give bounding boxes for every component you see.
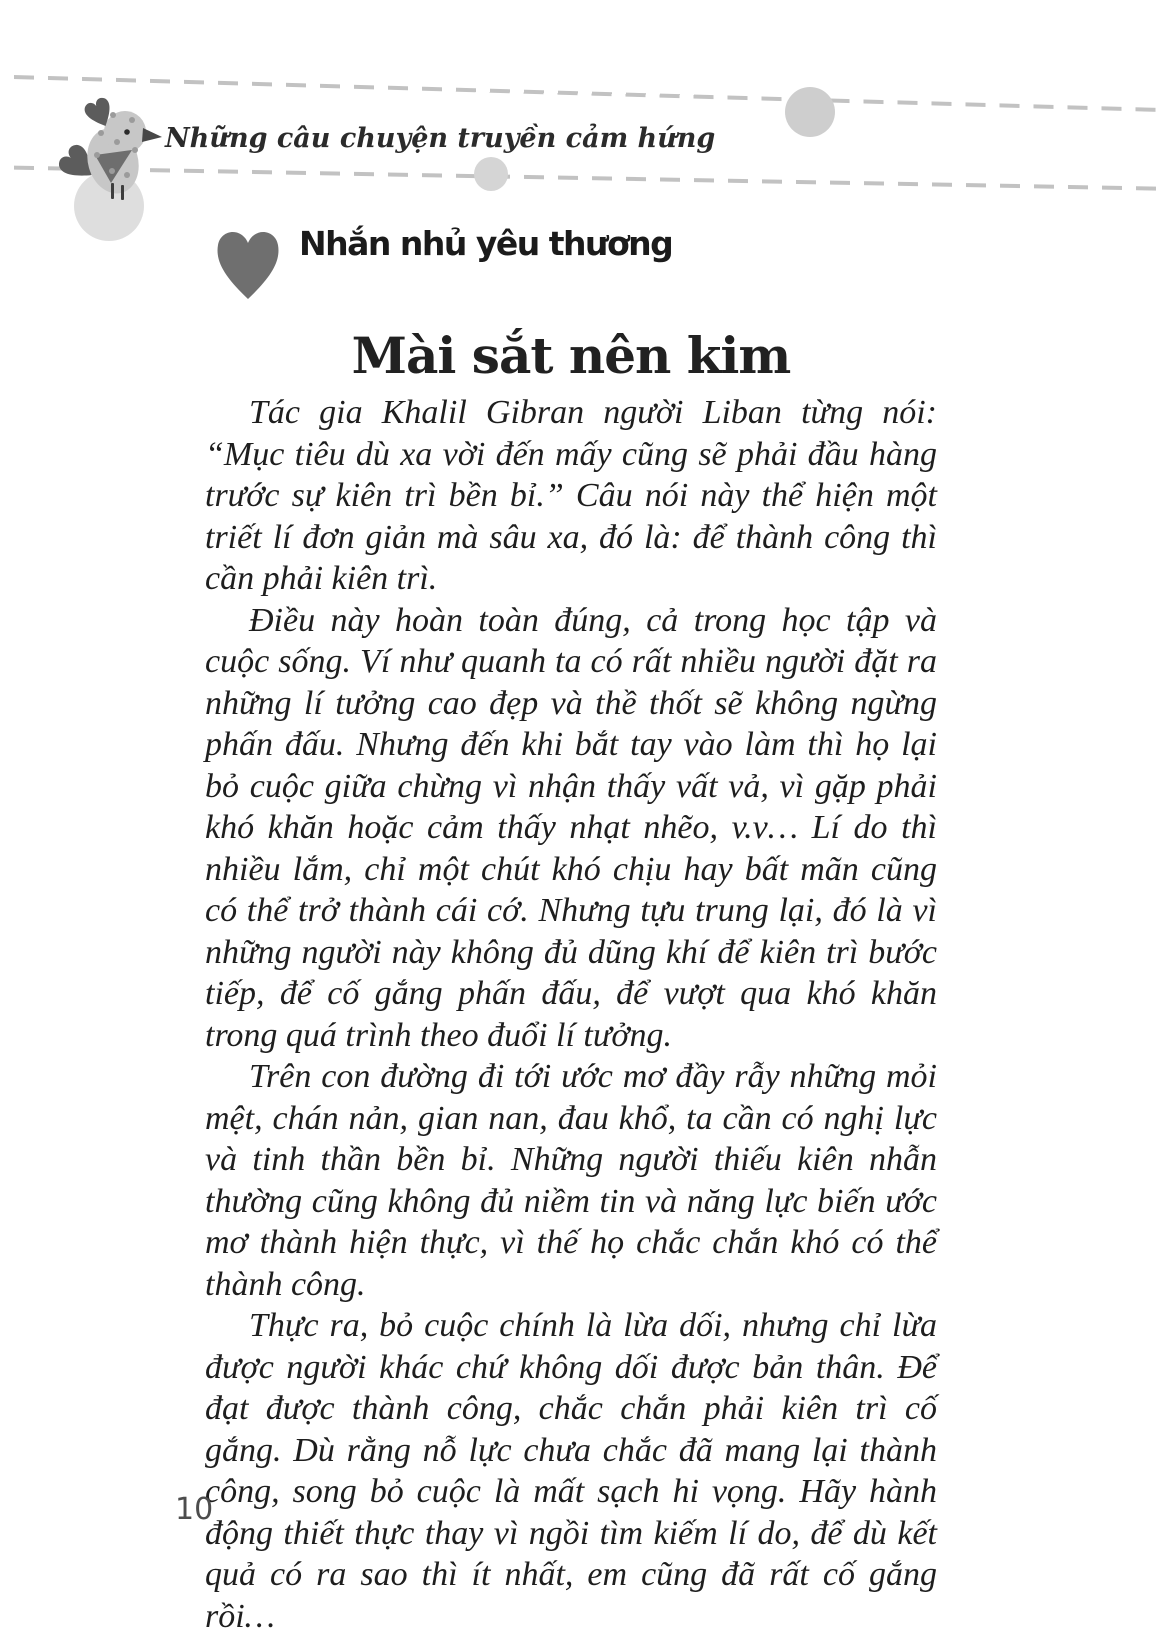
article-body (205, 392, 937, 1637)
article-paragraph: Tác gia Khalil Gibran người Liban từng nói: “Mục tiêu dù xa vời đến mấy cũng sẽ phải đầu hàng trước sự kiên trì bền bỉ.” Câu nói này thể hiện một triết lí đơn giản mà sâu xa, đó là: để thành công thì cần phải kiên trì. (205, 394, 937, 597)
article-paragraph: Thực ra, bỏ cuộc chính là lừa dối, nhưng chỉ lừa được người khác chứ không dối được bản thân. Để đạt được thành công, chắc chắn phải kiên trì cố gắng. Dù rằng nỗ lực chưa chắc đã mang lại thành công, song bỏ cuộc là mất sạch hi vọng. Hãy hành động thiết thực thay vì ngồi tìm kiếm lí do, để dù kết quả có ra sao thì ít nhất, em cũng đã rất cố gắng rồi… (205, 1307, 937, 1635)
page-number: 10 (175, 1492, 214, 1527)
bird-icon (55, 95, 205, 255)
article-paragraph: Trên con đường đi tới ước mơ đầy rẫy những mỏi mệt, chán nản, gian nan, đau khổ, ta cần có nghị lực và tinh thần bền bỉ. Những người thiếu kiên nhẫn thường cũng không đủ niềm tin và năng lực biến ước mơ thành hiện thực, vì thế họ chắc chắn khó có thể thành công. (205, 1058, 937, 1303)
article-paragraph: Điều này hoàn toàn đúng, cả trong học tập và cuộc sống. Ví như quanh ta có rất nhiều người đặt ra những lí tưởng cao đẹp và thề thốt sẽ không ngừng phấn đấu. Nhưng đến khi bắt tay vào làm thì họ lại bỏ cuộc giữa chừng vì nhận thấy vất vả, vì gặp phải khó khăn hoặc cảm thấy nhạt nhẽo, v.v… Lí do thì nhiều lắm, chỉ một chút khó chịu hay bất mãn cũng có thể trở thành cái cớ. Nhưng tựu trung lại, đó là vì những người này không đủ dũng khí để kiên trì bước tiếp, để cố gắng phấn đấu, để vượt qua khó khăn trong quá trình theo đuổi lí tưởng. (205, 601, 937, 1054)
decorative-circle-small (474, 157, 508, 191)
decorative-circle-large (785, 87, 835, 137)
heart-icon (212, 220, 284, 302)
article-title: Mài sắt nên kim (351, 326, 791, 385)
series-title: Những câu chuyện truyền cảm hứng (165, 123, 716, 154)
section-title: Nhắn nhủ yêu thương (299, 224, 673, 263)
